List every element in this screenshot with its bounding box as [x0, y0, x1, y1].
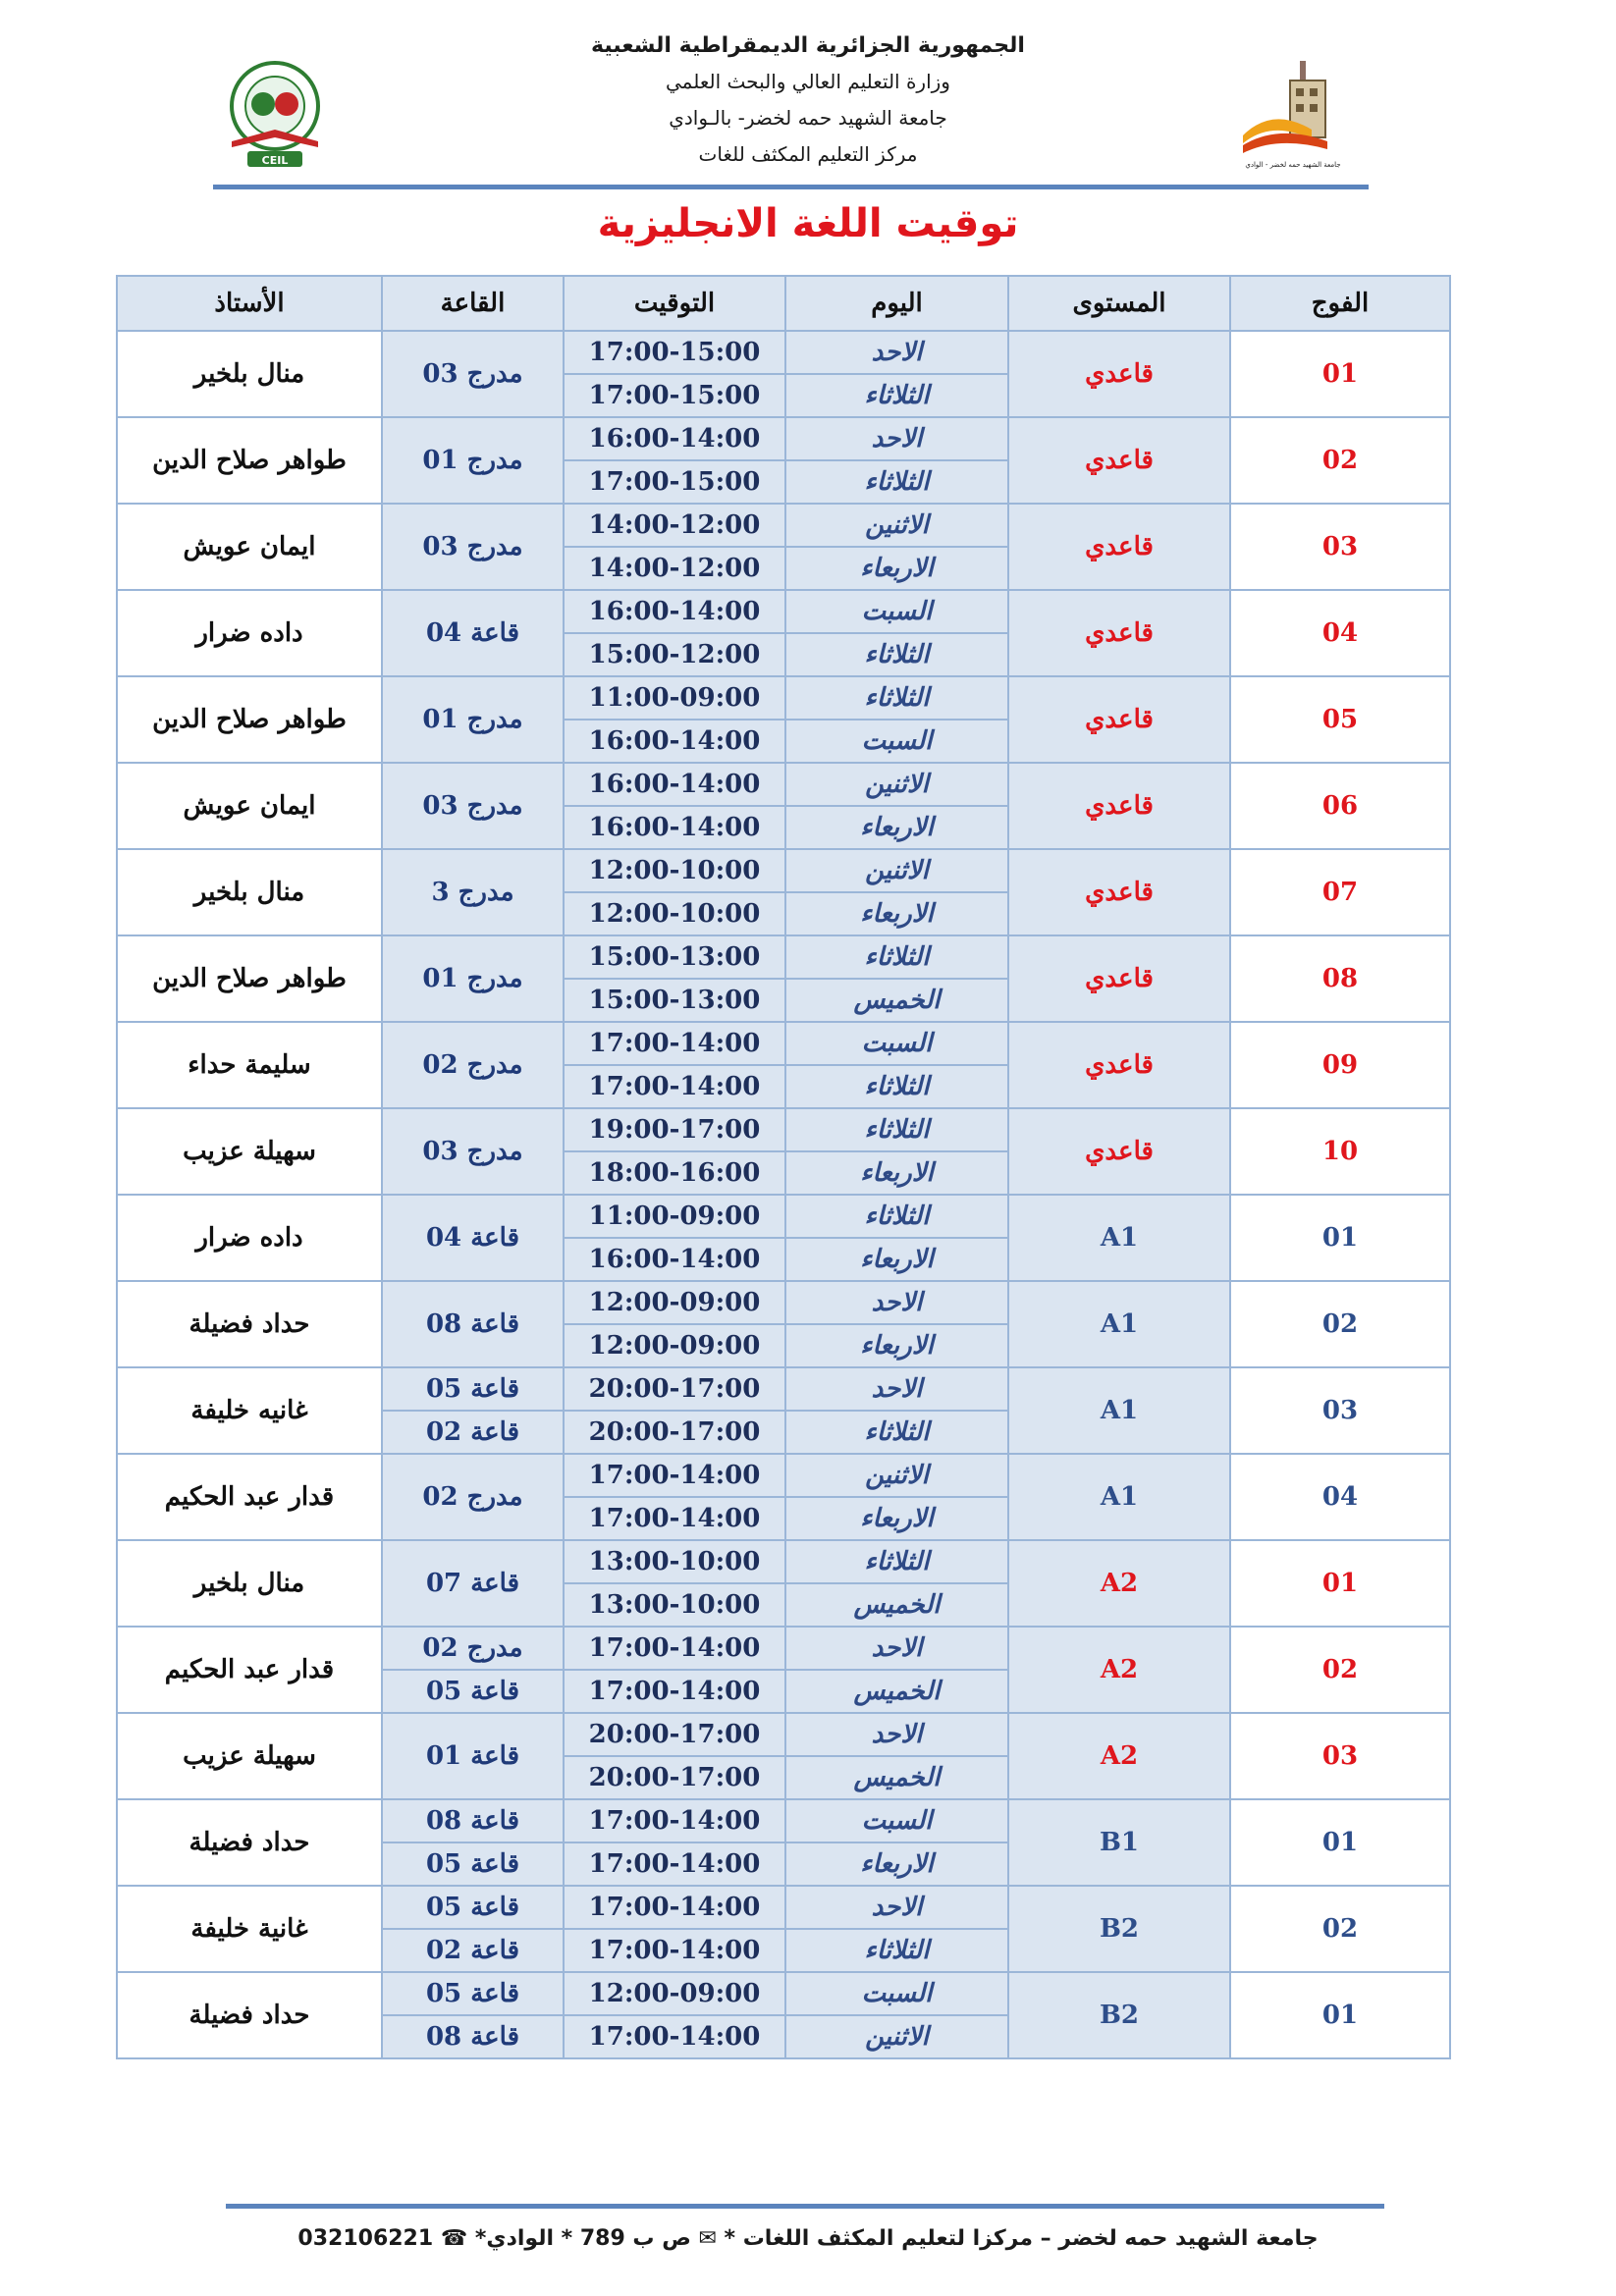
group-number: 01 — [1230, 1799, 1450, 1886]
time-cell: 20:00-17:00 — [564, 1367, 785, 1411]
time-cell: 15:00-12:00 — [564, 633, 785, 676]
ceil-logo — [218, 57, 332, 169]
time-cell: 12:00-10:00 — [564, 849, 785, 892]
level-cell: قاعدي — [1008, 763, 1230, 849]
column-header-teacher: الأستاذ — [117, 276, 382, 331]
teacher-cell: داده ضرار — [117, 590, 382, 676]
time-cell: 17:00-14:00 — [564, 1799, 785, 1842]
time-cell: 12:00-09:00 — [564, 1281, 785, 1324]
table-row — [117, 417, 1450, 460]
room-cell: مدرج 02 — [382, 1454, 564, 1540]
day-cell: السبت — [785, 590, 1008, 633]
group-number: 02 — [1230, 1627, 1450, 1713]
group-number: 02 — [1230, 1281, 1450, 1367]
level-cell: قاعدي — [1008, 676, 1230, 763]
time-cell: 20:00-17:00 — [564, 1756, 785, 1799]
time-cell: 11:00-09:00 — [564, 1195, 785, 1238]
time-cell: 17:00-14:00 — [564, 1065, 785, 1108]
group-number: 06 — [1230, 763, 1450, 849]
day-cell: الاثنين — [785, 849, 1008, 892]
room-cell: قاعة 02 — [382, 1411, 564, 1454]
room-cell: قاعة 08 — [382, 1281, 564, 1367]
time-cell: 17:00-15:00 — [564, 460, 785, 504]
schedule-body — [117, 331, 1450, 2058]
day-cell: الاربعاء — [785, 547, 1008, 590]
day-cell: الاحد — [785, 331, 1008, 374]
column-header-day: اليوم — [785, 276, 1008, 331]
level-cell: قاعدي — [1008, 1108, 1230, 1195]
room-cell: مدرج 02 — [382, 1627, 564, 1670]
column-header-group: الفوج — [1230, 276, 1450, 331]
time-cell: 17:00-14:00 — [564, 1670, 785, 1713]
table-row — [117, 1195, 1450, 1238]
room-cell: مدرج 03 — [382, 504, 564, 590]
room-cell: مدرج 03 — [382, 763, 564, 849]
room-cell: مدرج 01 — [382, 417, 564, 504]
teacher-cell: غانيه خليفة — [117, 1367, 382, 1454]
teacher-cell: قدار عبد الحكيم — [117, 1454, 382, 1540]
day-cell: الثلاثاء — [785, 1540, 1008, 1583]
room-cell: قاعة 05 — [382, 1972, 564, 2015]
table-row — [117, 331, 1450, 374]
teacher-cell: سهيلة عزيب — [117, 1108, 382, 1195]
day-cell: الاثنين — [785, 763, 1008, 806]
time-cell: 17:00-14:00 — [564, 1929, 785, 1972]
teacher-cell: ايمان عويش — [117, 763, 382, 849]
group-number: 03 — [1230, 1713, 1450, 1799]
table-row — [117, 1713, 1450, 1756]
teacher-cell: حداد فضيلة — [117, 1281, 382, 1367]
level-cell: A1 — [1008, 1195, 1230, 1281]
day-cell: الاربعاء — [785, 1151, 1008, 1195]
room-cell: قاعة 08 — [382, 2015, 564, 2058]
university-logo-text: جامعة الشهيد حمه لخضر - الوادي — [1245, 161, 1341, 169]
day-cell: السبت — [785, 1972, 1008, 2015]
teacher-cell: قدار عبد الحكيم — [117, 1627, 382, 1713]
table-row — [117, 1886, 1450, 1929]
time-cell: 14:00-12:00 — [564, 504, 785, 547]
teacher-cell: حداد فضيلة — [117, 1972, 382, 2058]
time-cell: 17:00-15:00 — [564, 331, 785, 374]
day-cell: الاربعاء — [785, 1324, 1008, 1367]
table-row — [117, 1367, 1450, 1411]
group-number: 03 — [1230, 1367, 1450, 1454]
day-cell: الاحد — [785, 1886, 1008, 1929]
group-number: 09 — [1230, 1022, 1450, 1108]
header-line-1: الجمهورية الجزائرية الديمقراطية الشعبية — [591, 33, 1025, 58]
day-cell: السبت — [785, 1022, 1008, 1065]
day-cell: الخميس — [785, 979, 1008, 1022]
room-cell: قاعة 05 — [382, 1367, 564, 1411]
room-cell: قاعة 05 — [382, 1670, 564, 1713]
room-cell: مدرج 03 — [382, 331, 564, 417]
table-row — [117, 1540, 1450, 1583]
teacher-cell: طواهر صلاح الدين — [117, 417, 382, 504]
level-cell: قاعدي — [1008, 417, 1230, 504]
room-cell: مدرج 01 — [382, 676, 564, 763]
table-row — [117, 1108, 1450, 1151]
level-cell: قاعدي — [1008, 935, 1230, 1022]
time-cell: 17:00-14:00 — [564, 1022, 785, 1065]
room-cell: مدرج 01 — [382, 935, 564, 1022]
table-row — [117, 590, 1450, 633]
teacher-cell: منال بلخير — [117, 849, 382, 935]
table-row — [117, 1972, 1450, 2015]
group-number: 01 — [1230, 1195, 1450, 1281]
time-cell: 16:00-14:00 — [564, 806, 785, 849]
table-row — [117, 1799, 1450, 1842]
level-cell: A2 — [1008, 1713, 1230, 1799]
room-cell: قاعة 02 — [382, 1929, 564, 1972]
day-cell: الثلاثاء — [785, 460, 1008, 504]
day-cell: الثلاثاء — [785, 1929, 1008, 1972]
table-row — [117, 1281, 1450, 1324]
footer-divider — [226, 2204, 1384, 2209]
group-number: 04 — [1230, 590, 1450, 676]
time-cell: 17:00-14:00 — [564, 1627, 785, 1670]
time-cell: 15:00-13:00 — [564, 935, 785, 979]
teacher-cell: طواهر صلاح الدين — [117, 676, 382, 763]
room-cell: مدرج 03 — [382, 1108, 564, 1195]
day-cell: الثلاثاء — [785, 935, 1008, 979]
level-cell: A1 — [1008, 1281, 1230, 1367]
time-cell: 17:00-14:00 — [564, 2015, 785, 2058]
group-number: 01 — [1230, 331, 1450, 417]
day-cell: الثلاثاء — [785, 633, 1008, 676]
time-cell: 12:00-10:00 — [564, 892, 785, 935]
day-cell: الاحد — [785, 1713, 1008, 1756]
time-cell: 16:00-14:00 — [564, 720, 785, 763]
table-row — [117, 1454, 1450, 1497]
column-header-time: التوقيت — [564, 276, 785, 331]
teacher-cell: سليمة حداء — [117, 1022, 382, 1108]
time-cell: 16:00-14:00 — [564, 417, 785, 460]
time-cell: 12:00-09:00 — [564, 1972, 785, 2015]
day-cell: الاربعاء — [785, 1842, 1008, 1886]
header-text-block — [550, 27, 1066, 173]
table-row — [117, 935, 1450, 979]
time-cell: 20:00-17:00 — [564, 1411, 785, 1454]
level-cell: قاعدي — [1008, 504, 1230, 590]
time-cell: 18:00-16:00 — [564, 1151, 785, 1195]
day-cell: الاحد — [785, 1627, 1008, 1670]
header-line-2: وزارة التعليم العالي والبحث العلمي — [666, 70, 950, 93]
time-cell: 15:00-13:00 — [564, 979, 785, 1022]
day-cell: الاثنين — [785, 2015, 1008, 2058]
day-cell: الاحد — [785, 1281, 1008, 1324]
room-cell: مدرج 02 — [382, 1022, 564, 1108]
group-number: 02 — [1230, 1886, 1450, 1972]
teacher-cell: سهيلة عزيب — [117, 1713, 382, 1799]
level-cell: A1 — [1008, 1454, 1230, 1540]
group-number: 07 — [1230, 849, 1450, 935]
room-cell: قاعة 05 — [382, 1842, 564, 1886]
page-title: توقيت اللغة الانجليزية — [597, 201, 1019, 246]
day-cell: الخميس — [785, 1756, 1008, 1799]
teacher-cell: منال بلخير — [117, 1540, 382, 1627]
table-row — [117, 676, 1450, 720]
day-cell: الاثنين — [785, 504, 1008, 547]
time-cell: 20:00-17:00 — [564, 1713, 785, 1756]
level-cell: A1 — [1008, 1367, 1230, 1454]
schedule-table — [116, 275, 1451, 2059]
room-cell: قاعة 08 — [382, 1799, 564, 1842]
university-logo — [1239, 57, 1347, 173]
table-header-row — [117, 276, 1450, 331]
time-cell: 17:00-14:00 — [564, 1497, 785, 1540]
room-cell: قاعة 04 — [382, 1195, 564, 1281]
level-cell: قاعدي — [1008, 1022, 1230, 1108]
time-cell: 11:00-09:00 — [564, 676, 785, 720]
level-cell: B1 — [1008, 1799, 1230, 1886]
time-cell: 16:00-14:00 — [564, 590, 785, 633]
level-cell: A2 — [1008, 1540, 1230, 1627]
level-cell: قاعدي — [1008, 849, 1230, 935]
header-line-4: مركز التعليم المكثف للغات — [698, 142, 918, 166]
level-cell: قاعدي — [1008, 590, 1230, 676]
day-cell: الاربعاء — [785, 892, 1008, 935]
time-cell: 13:00-10:00 — [564, 1583, 785, 1627]
teacher-cell: منال بلخير — [117, 331, 382, 417]
teacher-cell: طواهر صلاح الدين — [117, 935, 382, 1022]
day-cell: الاحد — [785, 417, 1008, 460]
time-cell: 17:00-14:00 — [564, 1454, 785, 1497]
time-cell: 14:00-12:00 — [564, 547, 785, 590]
ceil-logo-text: CEIL — [261, 154, 289, 167]
day-cell: الاحد — [785, 1367, 1008, 1411]
teacher-cell: داده ضرار — [117, 1195, 382, 1281]
group-number: 03 — [1230, 504, 1450, 590]
column-header-level: المستوى — [1008, 276, 1230, 331]
teacher-cell: حداد فضيلة — [117, 1799, 382, 1886]
day-cell: الخميس — [785, 1583, 1008, 1627]
day-cell: الثلاثاء — [785, 1065, 1008, 1108]
time-cell: 19:00-17:00 — [564, 1108, 785, 1151]
day-cell: الاثنين — [785, 1454, 1008, 1497]
group-number: 10 — [1230, 1108, 1450, 1195]
page-footer: جامعة الشهيد حمه لخضر – مركزا لتعليم المكثف اللغات * ✉ ص ب 789 * الوادي* ☎ 032106221 — [297, 2226, 1319, 2251]
time-cell: 17:00-14:00 — [564, 1886, 785, 1929]
header-line-3: جامعة الشهيد حمه لخضر- بالـوادي — [669, 106, 947, 130]
day-cell: الاربعاء — [785, 806, 1008, 849]
group-number: 08 — [1230, 935, 1450, 1022]
time-cell: 13:00-10:00 — [564, 1540, 785, 1583]
day-cell: الثلاثاء — [785, 1411, 1008, 1454]
level-cell: قاعدي — [1008, 331, 1230, 417]
room-cell: قاعة 07 — [382, 1540, 564, 1627]
group-number: 05 — [1230, 676, 1450, 763]
day-cell: الثلاثاء — [785, 1108, 1008, 1151]
day-cell: الثلاثاء — [785, 1195, 1008, 1238]
group-number: 02 — [1230, 417, 1450, 504]
level-cell: B2 — [1008, 1886, 1230, 1972]
column-header-room: القاعة — [382, 276, 564, 331]
teacher-cell: ايمان عويش — [117, 504, 382, 590]
day-cell: الثلاثاء — [785, 374, 1008, 417]
table-row — [117, 1627, 1450, 1670]
header-divider — [213, 185, 1369, 189]
room-cell: قاعة 01 — [382, 1713, 564, 1799]
time-cell: 17:00-14:00 — [564, 1842, 785, 1886]
table-row — [117, 849, 1450, 892]
day-cell: الاربعاء — [785, 1238, 1008, 1281]
room-cell: مدرج 3 — [382, 849, 564, 935]
room-cell: قاعة 05 — [382, 1886, 564, 1929]
group-number: 01 — [1230, 1540, 1450, 1627]
teacher-cell: غانية خليفة — [117, 1886, 382, 1972]
day-cell: الثلاثاء — [785, 676, 1008, 720]
day-cell: الخميس — [785, 1670, 1008, 1713]
time-cell: 17:00-15:00 — [564, 374, 785, 417]
table-row — [117, 763, 1450, 806]
day-cell: الاربعاء — [785, 1497, 1008, 1540]
page-header — [0, 0, 1616, 196]
group-number: 01 — [1230, 1972, 1450, 2058]
day-cell: السبت — [785, 720, 1008, 763]
level-cell: B2 — [1008, 1972, 1230, 2058]
room-cell: قاعة 04 — [382, 590, 564, 676]
day-cell: السبت — [785, 1799, 1008, 1842]
group-number: 04 — [1230, 1454, 1450, 1540]
table-row — [117, 1022, 1450, 1065]
time-cell: 12:00-09:00 — [564, 1324, 785, 1367]
time-cell: 16:00-14:00 — [564, 1238, 785, 1281]
time-cell: 16:00-14:00 — [564, 763, 785, 806]
table-row — [117, 504, 1450, 547]
level-cell: A2 — [1008, 1627, 1230, 1713]
